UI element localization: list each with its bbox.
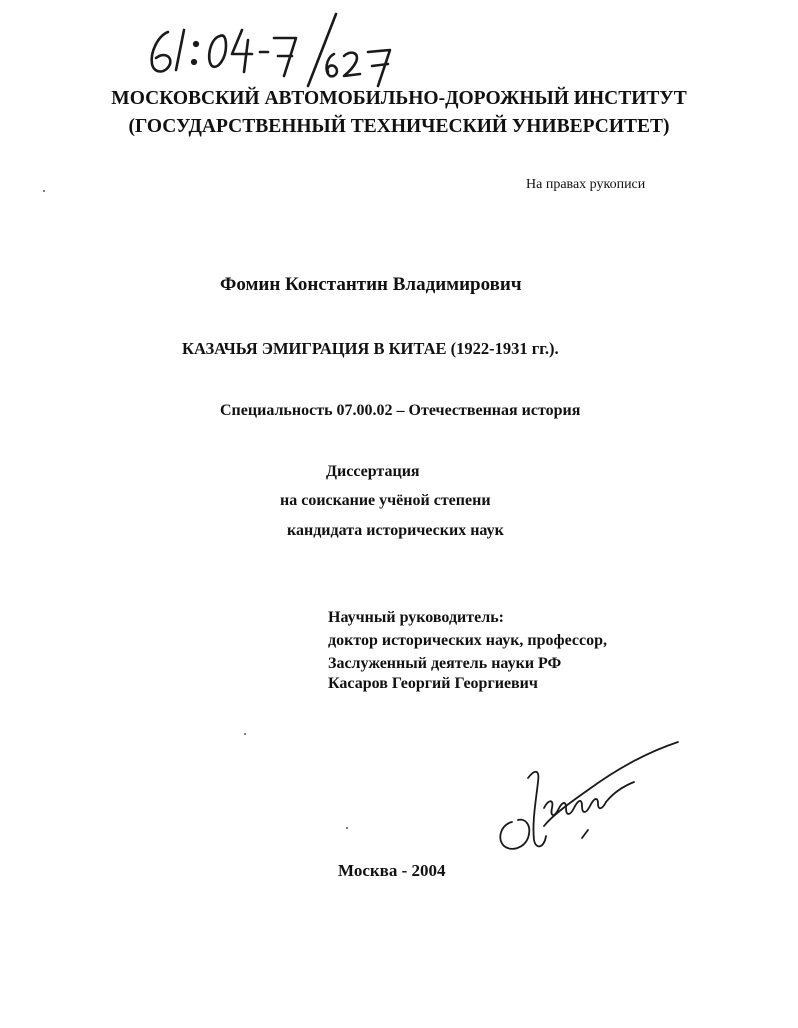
dissertation-label: Диссертация: [326, 463, 420, 480]
city-and-year: Москва - 2004: [338, 861, 446, 880]
dissertation-title: КАЗАЧЬЯ ЭМИГРАЦИЯ В КИТАЕ (1922-1931 гг.).: [182, 339, 559, 358]
supervisor-degree: доктор исторических наук, профессор,: [328, 632, 608, 649]
author-name: Фомин Константин Владимирович: [220, 274, 522, 295]
signature: [488, 738, 688, 860]
institution-subtitle: (ГОСУДАРСТВЕННЫЙ ТЕХНИЧЕСКИЙ УНИВЕРСИТЕТ): [128, 116, 670, 137]
institution-name: МОСКОВСКИЙ АВТОМОБИЛЬНО-ДОРОЖНЫЙ ИНСТИТУТ: [111, 88, 687, 109]
supervisor-name: Касаров Георгий Георгиевич: [328, 675, 538, 692]
scan-speck: [43, 190, 45, 192]
degree-purpose: на соискание учёной степени: [280, 492, 491, 509]
scan-speck: [244, 733, 246, 735]
degree-name: кандидата исторических наук: [287, 522, 504, 539]
speciality-line: Специальность 07.00.02 – Отечественная история: [220, 402, 581, 419]
manuscript-rights-note: На правах рукописи: [526, 177, 646, 192]
supervisor-honor: Заслуженный деятель науки РФ: [328, 655, 562, 672]
handwritten-archive-code: [138, 8, 408, 90]
supervisor-label: Научный руководитель:: [328, 609, 504, 626]
scan-speck: [346, 827, 348, 829]
